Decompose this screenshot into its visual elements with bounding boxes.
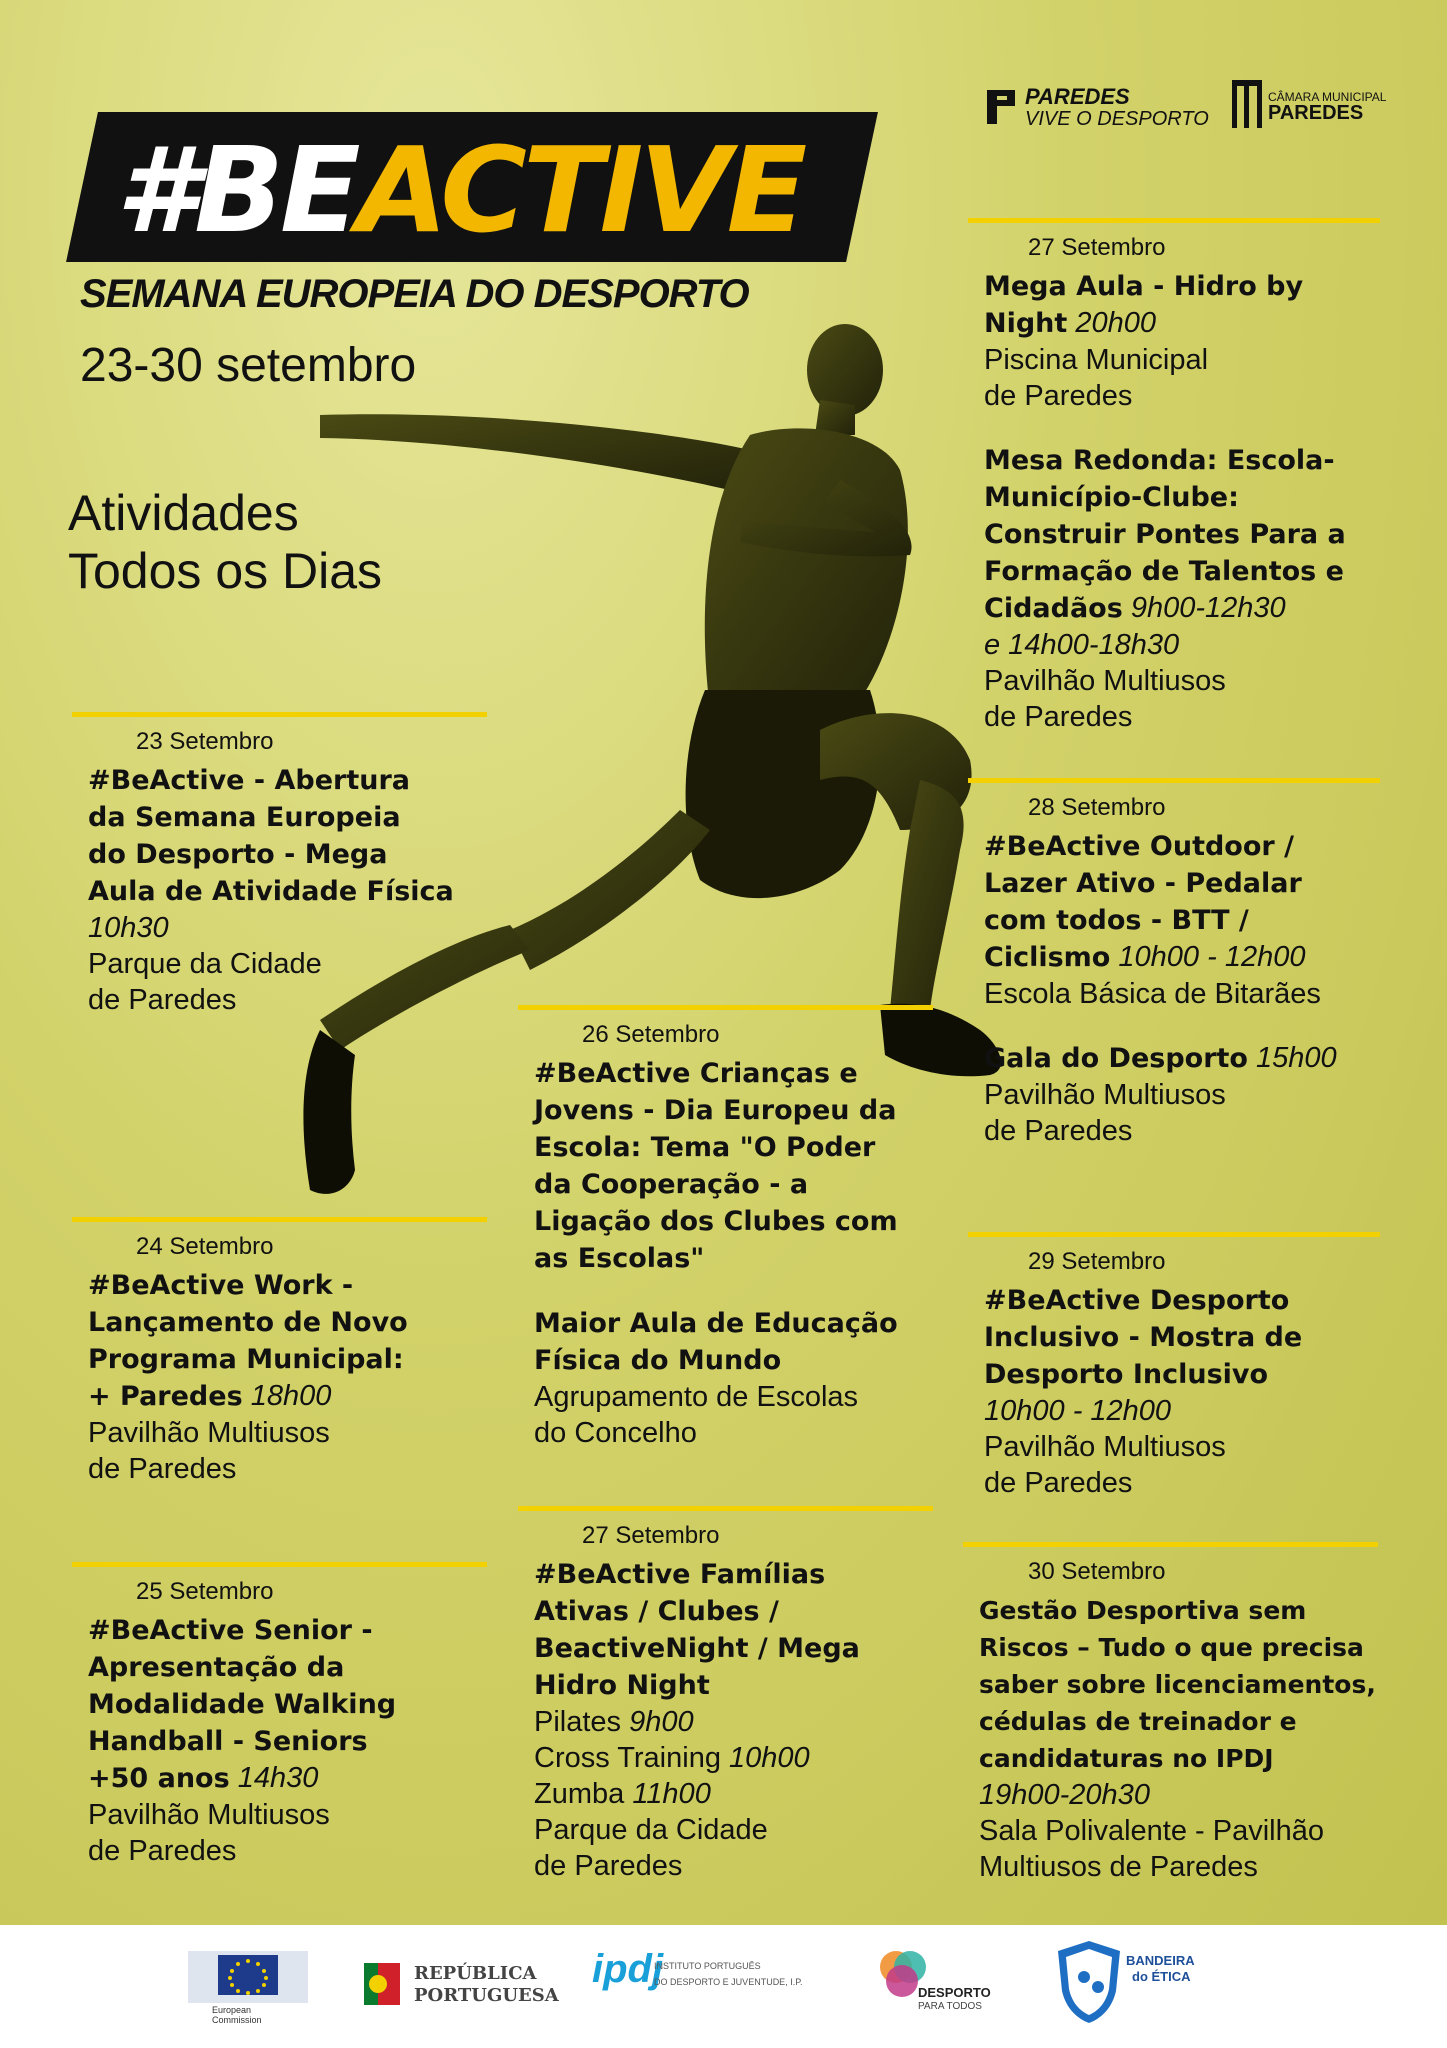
event-time: e 14h00-18h30 [984,629,1180,661]
bandeira-etica-logo [1054,1939,1194,2033]
event-title-line: Município-Clube: [984,482,1239,513]
daily-line-1: Atividades [68,485,299,541]
date-range: 23-30 setembro [80,339,417,392]
event-time: 19h00-20h30 [979,1779,1150,1811]
be-line-1: BANDEIRA [1126,1953,1195,1968]
event-title-line: Night [984,308,1068,339]
event-date: 27 Setembro [582,1522,720,1549]
event-venue: Parque da Cidade [88,948,322,980]
ipdj-line-1: INSTITUTO PORTUGUÊS [654,1961,761,1971]
event-venue: Pavilhão Multiusos [984,1431,1226,1463]
event-date: 25 Setembro [136,1578,274,1605]
event-title-line: BeactiveNight / Mega [534,1633,860,1664]
event-title-line: Formação de Talentos e [984,556,1344,587]
activity-name: Cross Training [534,1742,721,1774]
event-divider [72,1562,487,1567]
daily-line-2: Todos os Dias [68,543,383,599]
event-title-line: Ciclismo [984,942,1111,973]
event-time: 11h00 [632,1778,711,1810]
paredes-logo-line-1: PAREDES [1025,84,1130,109]
event-venue: Multiusos de Paredes [979,1851,1258,1883]
activity-name: Zumba [534,1778,625,1810]
event-venue: do Concelho [534,1417,697,1449]
event-time: 10h30 [88,912,169,944]
event-divider [72,1217,487,1222]
shield-icon [1054,1939,1124,2025]
event-title-line: Escola: Tema "O Poder [534,1132,876,1163]
european-commission-logo [188,1941,308,2031]
event-title-line: #BeActive Outdoor / [984,831,1294,862]
event-divider [72,712,487,717]
event-title-line: Ativas / Clubes / [534,1596,779,1627]
event-title-line: do Desporto - Mega [88,839,388,870]
event-title-line: Apresentação da [88,1652,345,1683]
event-title-line: #BeActive Work - [88,1270,354,1301]
rp-line-1: REPÚBLICA [414,1963,537,1984]
dp-line-1: DESPORTO [918,1985,991,2000]
event-title-line: Física do Mundo [534,1345,782,1376]
event-venue: de Paredes [984,1467,1133,1499]
event-divider [968,1232,1380,1237]
event-date: 29 Setembro [1028,1248,1166,1275]
event-divider [963,1542,1378,1547]
daily-activities-note [68,484,382,600]
event-title-line: com todos - BTT / [984,905,1249,936]
event-divider [518,1005,933,1010]
event-title-line: Mega Aula - Hidro by [984,271,1304,302]
event-time: 10h00 - 12h00 [1118,941,1306,973]
event-title-line: #BeActive Famílias [534,1559,826,1590]
event-time: 14h30 [237,1762,319,1794]
event-title-line: #BeActive Senior - [88,1615,373,1646]
camara-building-icon [1230,78,1264,130]
event-venue: Piscina Municipal [984,344,1209,376]
event-venue: Sala Polivalente - Pavilhão [979,1815,1324,1847]
event-title-line: #BeActive Desporto [984,1285,1290,1316]
event-time: 15h00 [1256,1042,1337,1074]
event-venue: Pavilhão Multiusos [88,1417,330,1449]
event-title-line: Hidro Night [534,1670,710,1701]
event-date: 26 Setembro [582,1021,720,1048]
event-time: 9h00-12h30 [1130,592,1286,624]
desporto-para-todos-logo [872,1943,1012,2033]
event-divider [518,1506,933,1511]
event-title-line: #BeActive Crianças e [534,1058,858,1089]
eu-text-1: European [212,2005,252,2015]
event-title-line: candidaturas no IPDJ [979,1744,1274,1773]
dp-line-2: PARA TODOS [918,2001,982,2012]
event-venue: Pavilhão Multiusos [984,1079,1226,1111]
event-title-line: saber sobre licenciamentos, [979,1670,1376,1699]
event-venue: Agrupamento de Escolas [534,1381,859,1413]
event-divider [968,218,1380,223]
event-venue: de Paredes [534,1850,683,1882]
event-title-line: Construir Pontes Para a [984,519,1346,550]
event-divider [968,778,1380,783]
event-venue: de Paredes [88,1453,237,1485]
event-venue: de Paredes [984,380,1133,412]
event-title-line: Aula de Atividade Física [88,876,454,907]
portugal-flag-icon [362,1959,402,2009]
event-title-line: da Cooperação - a [534,1169,809,1200]
title-text [116,115,803,265]
event-time: 10h00 [729,1742,810,1774]
event-time: 9h00 [629,1706,694,1738]
event-venue: de Paredes [88,984,237,1016]
title-prefix: #BE [116,121,357,259]
subtitle: SEMANA EUROPEIA DO DESPORTO [80,272,749,316]
event-title-line: Programa Municipal: [88,1344,404,1375]
event-title-line: + Paredes [88,1381,243,1412]
event-title-line: Modalidade Walking [88,1689,397,1720]
event-title-line: da Semana Europeia [88,802,401,833]
event-title-line: Gestão Desportiva sem [979,1596,1307,1625]
eu-text-2: Commission [212,2015,262,2025]
title-accent: ACTIVE [356,121,804,259]
be-line-2: do ÉTICA [1132,1969,1191,1984]
event-title-line: Desporto Inclusivo [984,1359,1269,1390]
event-title-line: +50 anos [88,1763,230,1794]
activity-name: Pilates [534,1706,622,1738]
event-title-line: Handball - Seniors [88,1726,368,1757]
paredes-logo-line-2: VIVE O DESPORTO [1025,108,1209,130]
event-venue: de Paredes [984,701,1133,733]
event-title-line: Ligação dos Clubes com [534,1206,898,1237]
event-title-line: Gala do Desporto [984,1043,1248,1074]
event-date: 27 Setembro [1028,234,1166,261]
republica-portuguesa-logo [362,1955,562,2015]
event-venue: de Paredes [88,1835,237,1867]
event-title-line: Lazer Ativo - Pedalar [984,868,1302,899]
eu-flag-icon [188,1941,308,2003]
event-time: 10h00 - 12h00 [984,1395,1172,1427]
event-venue: Pavilhão Multiusos [88,1799,330,1831]
camara-logo-line-1: CÂMARA MUNICIPAL [1268,90,1387,104]
event-time: 18h00 [250,1380,332,1412]
ipdj-logo [592,1947,832,2027]
event-title-line: as Escolas" [534,1243,705,1274]
event-title-line: Riscos – Tudo o que precisa [979,1633,1364,1662]
event-date: 28 Setembro [1028,794,1166,821]
event-date: 30 Setembro [1028,1558,1166,1585]
event-venue: de Paredes [984,1115,1133,1147]
partner-logos-footer [0,1925,1447,2048]
paredes-mark-icon [985,88,1017,126]
event-title-line: Mesa Redonda: Escola- [984,445,1335,476]
event-time: 20h00 [1075,307,1157,339]
event-venue: Escola Básica de Bitarães [984,978,1321,1010]
camara-logo-line-2: PAREDES [1268,102,1364,124]
event-date: 24 Setembro [136,1233,274,1260]
event-title-line: Inclusivo - Mostra de [984,1322,1303,1353]
ipdj-mark: ipdj [592,1947,664,1991]
event-venue: Pavilhão Multiusos [984,665,1226,697]
event-title-line: #BeActive - Abertura [88,765,411,796]
ipdj-line-2: DO DESPORTO E JUVENTUDE, I.P. [654,1977,803,1987]
rp-line-2: PORTUGUESA [414,1985,559,2006]
event-title-line: Maior Aula de Educação [534,1308,898,1339]
event-date: 23 Setembro [136,728,274,755]
event-title-line: Jovens - Dia Europeu da [534,1095,897,1126]
event-title-line: cédulas de treinador e [979,1707,1297,1736]
event-title-line: Lançamento de Novo [88,1307,408,1338]
event-title-line: Cidadãos [984,593,1123,624]
event-venue: Parque da Cidade [534,1814,768,1846]
